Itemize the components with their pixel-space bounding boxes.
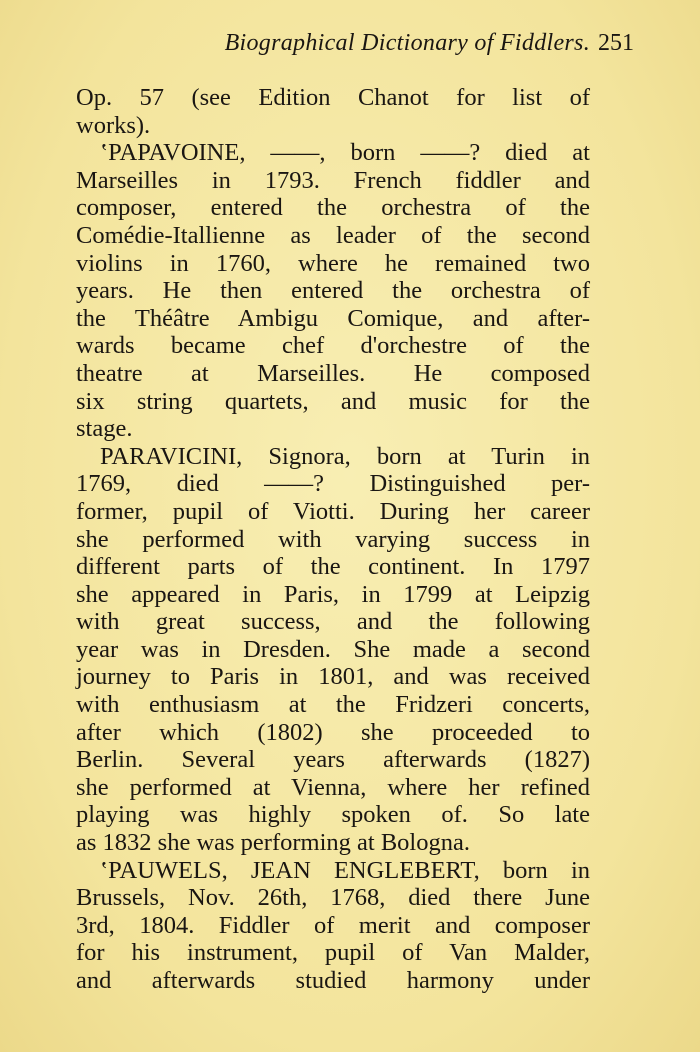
text-line: year was in Dresden. She made a second — [76, 635, 590, 663]
text-line: different parts of the continent. In 1797 — [76, 553, 590, 581]
text-line: Op. 57 (see Edition Chanot for list of — [76, 84, 590, 111]
text-line: for his instrument, pupil of Van Malder, — [76, 939, 590, 967]
text-line: former, pupil of Viotti. During her career — [76, 497, 590, 525]
text-line: with enthusiasm at the Fridzeri concerts, — [76, 691, 590, 719]
text-line: wards became chef d'orchestre of the — [76, 332, 590, 360]
text-line: six string quartets, and music for the — [76, 387, 590, 415]
text-line: violins in 1760, where he remained two — [76, 249, 590, 277]
text-line: works). — [76, 111, 151, 139]
text-line: with great success, and the following — [76, 608, 590, 636]
text-line: she appeared in Paris, in 1799 at Leipzig — [76, 580, 590, 608]
text-line: theatre at Marseilles. He composed — [76, 359, 590, 387]
text-line: Berlin. Several years afterwards (1827) — [76, 746, 590, 774]
text-line: 1769, died ——? Distinguished per- — [76, 470, 590, 498]
text-line: as 1832 she was performing at Bologna. — [76, 829, 470, 857]
text-line: she performed at Vienna, where her refined — [76, 773, 590, 801]
text-line: composer, entered the orchestra of the — [76, 194, 590, 222]
page-number: 251 — [598, 30, 634, 56]
text-line: PARAVICINI, Signora, born at Turin in — [100, 442, 590, 470]
text-line: after which (1802) she proceeded to — [76, 718, 590, 746]
text-line: and afterwards studied harmony under — [76, 967, 590, 994]
text-line: Comédie-Itallienne as leader of the second — [76, 221, 590, 249]
text-line: the Théâtre Ambigu Comique, and after- — [76, 304, 590, 332]
body-text — [76, 84, 590, 995]
text-line: playing was highly spoken of. So late — [76, 801, 590, 829]
text-line: stage. — [76, 415, 133, 443]
text-line: 3rd, 1804. Fiddler of merit and composer — [76, 911, 590, 939]
text-line: ʽPAUWELS, JEAN ENGLEBERT, born in — [100, 856, 590, 884]
text-line: journey to Paris in 1801, and was received — [76, 663, 590, 691]
text-line: years. He then entered the orchestra of — [76, 277, 590, 305]
running-head-title: Biographical Dictionary of Fiddlers. — [224, 30, 590, 56]
text-line: she performed with varying success in — [76, 525, 590, 553]
text-line: Brussels, Nov. 26th, 1768, died there June — [76, 884, 590, 912]
text-line: ʽPAPAVOINE, ——, born ——? died at — [100, 139, 590, 167]
text-line: Marseilles in 1793. French fiddler and — [76, 166, 590, 194]
